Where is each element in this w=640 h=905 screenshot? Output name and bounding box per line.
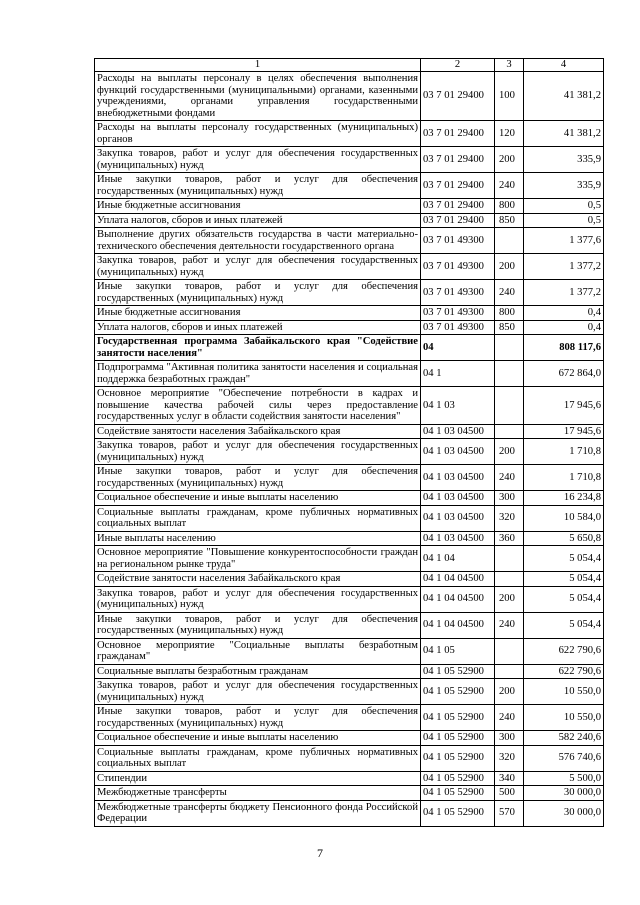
row-name-cell: Иные закупки товаров, работ и услуг для обеспечения государственных (муниципальных) нужд	[95, 705, 421, 731]
row-code-cell: 04 1 05 52900	[421, 771, 495, 786]
table-row	[95, 213, 604, 228]
row-amount-cell: 10 550,0	[524, 679, 604, 705]
row-code-cell: 04 1 05 52900	[421, 786, 495, 801]
row-amount-cell: 41 381,2	[524, 72, 604, 121]
row-name-cell: Иные закупки товаров, работ и услуг для обеспечения государственных (муниципальных) нужд	[95, 465, 421, 491]
row-code-cell: 03 7 01 29400	[421, 72, 495, 121]
row-amount-cell: 672 864,0	[524, 361, 604, 387]
row-code-cell: 04 1 03	[421, 387, 495, 425]
row-amount-cell: 582 240,6	[524, 731, 604, 746]
row-code-cell: 04 1 03 04500	[421, 531, 495, 546]
row-code-cell: 03 7 01 49300	[421, 280, 495, 306]
row-name-cell: Социальные выплаты гражданам, кроме публичных нормативных социальных выплат	[95, 505, 421, 531]
row-expense-type-cell: 200	[495, 147, 524, 173]
table-row	[95, 679, 604, 705]
table-row	[95, 147, 604, 173]
row-code-cell: 03 7 01 49300	[421, 254, 495, 280]
row-name-cell: Закупка товаров, работ и услуг для обеспечения государственных (муниципальных) нужд	[95, 147, 421, 173]
row-expense-type-cell: 300	[495, 731, 524, 746]
row-expense-type-cell: 200	[495, 679, 524, 705]
row-code-cell: 03 7 01 29400	[421, 213, 495, 228]
row-expense-type-cell: 200	[495, 254, 524, 280]
table-row	[95, 586, 604, 612]
row-amount-cell: 17 945,6	[524, 387, 604, 425]
row-expense-type-cell	[495, 361, 524, 387]
table-row	[95, 439, 604, 465]
table-row	[95, 335, 604, 361]
table-row	[95, 531, 604, 546]
row-amount-cell: 1 377,2	[524, 254, 604, 280]
row-name-cell: Выполнение других обязательств государства в части материально-технического обеспечения деятельности государственного органа	[95, 228, 421, 254]
table-row	[95, 465, 604, 491]
row-expense-type-cell	[495, 335, 524, 361]
row-amount-cell: 1 710,8	[524, 439, 604, 465]
row-amount-cell: 576 740,6	[524, 745, 604, 771]
row-amount-cell: 10 550,0	[524, 705, 604, 731]
row-name-cell: Основное мероприятие "Обеспечение потребности в кадрах и повышение качества рабочей силы через предоставление государственных услуг в области содействия занятости населения"	[95, 387, 421, 425]
row-amount-cell: 5 054,4	[524, 586, 604, 612]
row-name-cell: Межбюджетные трансферты	[95, 786, 421, 801]
row-name-cell: Иные закупки товаров, работ и услуг для обеспечения государственных (муниципальных) нужд	[95, 612, 421, 638]
table-row	[95, 705, 604, 731]
column-number-2: 2	[421, 59, 495, 72]
row-amount-cell: 0,4	[524, 320, 604, 335]
row-amount-cell: 10 584,0	[524, 505, 604, 531]
row-code-cell: 04 1 05 52900	[421, 745, 495, 771]
row-code-cell: 04 1 05 52900	[421, 731, 495, 746]
row-code-cell: 03 7 01 29400	[421, 121, 495, 147]
row-expense-type-cell: 500	[495, 786, 524, 801]
row-name-cell: Социальное обеспечение и иные выплаты населению	[95, 731, 421, 746]
row-expense-type-cell: 800	[495, 199, 524, 214]
row-name-cell: Иные закупки товаров, работ и услуг для обеспечения государственных (муниципальных) нужд	[95, 280, 421, 306]
row-code-cell: 04 1 03 04500	[421, 491, 495, 506]
table-row	[95, 361, 604, 387]
row-code-cell: 04 1 03 04500	[421, 439, 495, 465]
table-row	[95, 306, 604, 321]
row-name-cell: Расходы на выплаты персоналу в целях обеспечения выполнения функций государственными (муниципальными) органами, казенными учреждениями, органами управления государственными внебюджетными фондами	[95, 72, 421, 121]
table-header-row	[95, 59, 604, 72]
row-code-cell: 04 1 03 04500	[421, 505, 495, 531]
row-name-cell: Межбюджетные трансферты бюджету Пенсионного фонда Российской Федерации	[95, 800, 421, 826]
table-row	[95, 612, 604, 638]
row-name-cell: Закупка товаров, работ и услуг для обеспечения государственных (муниципальных) нужд	[95, 254, 421, 280]
row-expense-type-cell: 100	[495, 72, 524, 121]
table-row	[95, 199, 604, 214]
row-amount-cell: 17 945,6	[524, 424, 604, 439]
row-amount-cell: 622 790,6	[524, 638, 604, 664]
row-amount-cell: 5 650,8	[524, 531, 604, 546]
row-name-cell: Содействие занятости населения Забайкальского края	[95, 424, 421, 439]
row-name-cell: Закупка товаров, работ и услуг для обеспечения государственных (муниципальных) нужд	[95, 439, 421, 465]
row-expense-type-cell: 300	[495, 491, 524, 506]
row-amount-cell: 5 054,4	[524, 572, 604, 587]
row-code-cell: 04 1 05 52900	[421, 800, 495, 826]
row-name-cell: Расходы на выплаты персоналу государственных (муниципальных) органов	[95, 121, 421, 147]
row-amount-cell: 1 377,2	[524, 280, 604, 306]
row-code-cell: 04 1 05 52900	[421, 679, 495, 705]
table-row	[95, 254, 604, 280]
table-row	[95, 546, 604, 572]
row-name-cell: Основное мероприятие "Повышение конкурентоспособности граждан на региональном рынке труда"	[95, 546, 421, 572]
row-name-cell: Закупка товаров, работ и услуг для обеспечения государственных (муниципальных) нужд	[95, 586, 421, 612]
row-amount-cell: 5 500,0	[524, 771, 604, 786]
row-code-cell: 04 1 03 04500	[421, 424, 495, 439]
column-number-1: 1	[95, 59, 421, 72]
row-expense-type-cell: 120	[495, 121, 524, 147]
row-amount-cell: 5 054,4	[524, 612, 604, 638]
row-amount-cell: 30 000,0	[524, 786, 604, 801]
row-expense-type-cell: 320	[495, 745, 524, 771]
table-row	[95, 320, 604, 335]
row-expense-type-cell: 240	[495, 612, 524, 638]
row-code-cell: 04 1 04 04500	[421, 612, 495, 638]
row-amount-cell: 16 234,8	[524, 491, 604, 506]
row-code-cell: 04 1 05	[421, 638, 495, 664]
table-row	[95, 173, 604, 199]
row-expense-type-cell: 240	[495, 173, 524, 199]
row-name-cell: Уплата налогов, сборов и иных платежей	[95, 320, 421, 335]
row-code-cell: 04 1 05 52900	[421, 664, 495, 679]
row-name-cell: Иные бюджетные ассигнования	[95, 199, 421, 214]
table-row	[95, 786, 604, 801]
row-expense-type-cell: 850	[495, 320, 524, 335]
row-code-cell: 04 1 04 04500	[421, 586, 495, 612]
row-amount-cell: 41 381,2	[524, 121, 604, 147]
row-name-cell: Социальные выплаты гражданам, кроме публичных нормативных социальных выплат	[95, 745, 421, 771]
row-expense-type-cell: 340	[495, 771, 524, 786]
table-row	[95, 280, 604, 306]
row-name-cell: Социальные выплаты безработным гражданам	[95, 664, 421, 679]
row-name-cell: Иные выплаты населению	[95, 531, 421, 546]
row-code-cell: 03 7 01 49300	[421, 320, 495, 335]
row-amount-cell: 1 710,8	[524, 465, 604, 491]
row-amount-cell: 808 117,6	[524, 335, 604, 361]
row-expense-type-cell: 320	[495, 505, 524, 531]
row-expense-type-cell: 200	[495, 586, 524, 612]
row-expense-type-cell	[495, 424, 524, 439]
table-row	[95, 228, 604, 254]
table-row	[95, 731, 604, 746]
row-amount-cell: 335,9	[524, 147, 604, 173]
row-amount-cell: 0,5	[524, 213, 604, 228]
row-code-cell: 04 1 05 52900	[421, 705, 495, 731]
row-expense-type-cell	[495, 546, 524, 572]
page-number: 7	[317, 846, 323, 860]
row-name-cell: Подпрограмма "Активная политика занятости населения и социальная поддержка безработных граждан"	[95, 361, 421, 387]
row-expense-type-cell	[495, 664, 524, 679]
row-code-cell: 04 1 04	[421, 546, 495, 572]
budget-table	[94, 58, 604, 827]
row-name-cell: Основное мероприятие "Социальные выплаты безработным гражданам"	[95, 638, 421, 664]
row-expense-type-cell: 800	[495, 306, 524, 321]
row-code-cell: 03 7 01 49300	[421, 228, 495, 254]
table-row	[95, 387, 604, 425]
table-row	[95, 664, 604, 679]
row-expense-type-cell	[495, 572, 524, 587]
row-amount-cell: 5 054,4	[524, 546, 604, 572]
row-expense-type-cell: 240	[495, 465, 524, 491]
row-expense-type-cell	[495, 228, 524, 254]
row-expense-type-cell	[495, 638, 524, 664]
table-row	[95, 800, 604, 826]
row-name-cell: Социальное обеспечение и иные выплаты населению	[95, 491, 421, 506]
column-number-3: 3	[495, 59, 524, 72]
row-code-cell: 03 7 01 49300	[421, 306, 495, 321]
row-amount-cell: 1 377,6	[524, 228, 604, 254]
table-row	[95, 121, 604, 147]
row-amount-cell: 0,5	[524, 199, 604, 214]
table-row	[95, 745, 604, 771]
table-row	[95, 638, 604, 664]
row-code-cell: 04 1	[421, 361, 495, 387]
row-amount-cell: 622 790,6	[524, 664, 604, 679]
budget-table-body	[95, 59, 604, 827]
row-amount-cell: 335,9	[524, 173, 604, 199]
column-number-4: 4	[524, 59, 604, 72]
table-row	[95, 424, 604, 439]
table-row	[95, 505, 604, 531]
row-expense-type-cell	[495, 387, 524, 425]
row-expense-type-cell: 360	[495, 531, 524, 546]
row-expense-type-cell: 240	[495, 705, 524, 731]
row-name-cell: Иные бюджетные ассигнования	[95, 306, 421, 321]
row-name-cell: Содействие занятости населения Забайкальского края	[95, 572, 421, 587]
row-expense-type-cell: 570	[495, 800, 524, 826]
row-expense-type-cell: 850	[495, 213, 524, 228]
row-code-cell: 03 7 01 29400	[421, 147, 495, 173]
row-name-cell: Государственная программа Забайкальского края "Содействие занятости населения"	[95, 335, 421, 361]
row-expense-type-cell: 240	[495, 280, 524, 306]
row-expense-type-cell: 200	[495, 439, 524, 465]
row-amount-cell: 30 000,0	[524, 800, 604, 826]
row-name-cell: Иные закупки товаров, работ и услуг для обеспечения государственных (муниципальных) нужд	[95, 173, 421, 199]
table-row	[95, 491, 604, 506]
row-code-cell: 04 1 04 04500	[421, 572, 495, 587]
row-amount-cell: 0,4	[524, 306, 604, 321]
table-row	[95, 72, 604, 121]
table-row	[95, 572, 604, 587]
row-name-cell: Стипендии	[95, 771, 421, 786]
row-code-cell: 04 1 03 04500	[421, 465, 495, 491]
row-name-cell: Уплата налогов, сборов и иных платежей	[95, 213, 421, 228]
row-code-cell: 03 7 01 29400	[421, 173, 495, 199]
row-code-cell: 04	[421, 335, 495, 361]
row-code-cell: 03 7 01 29400	[421, 199, 495, 214]
row-name-cell: Закупка товаров, работ и услуг для обеспечения государственных (муниципальных) нужд	[95, 679, 421, 705]
table-row	[95, 771, 604, 786]
